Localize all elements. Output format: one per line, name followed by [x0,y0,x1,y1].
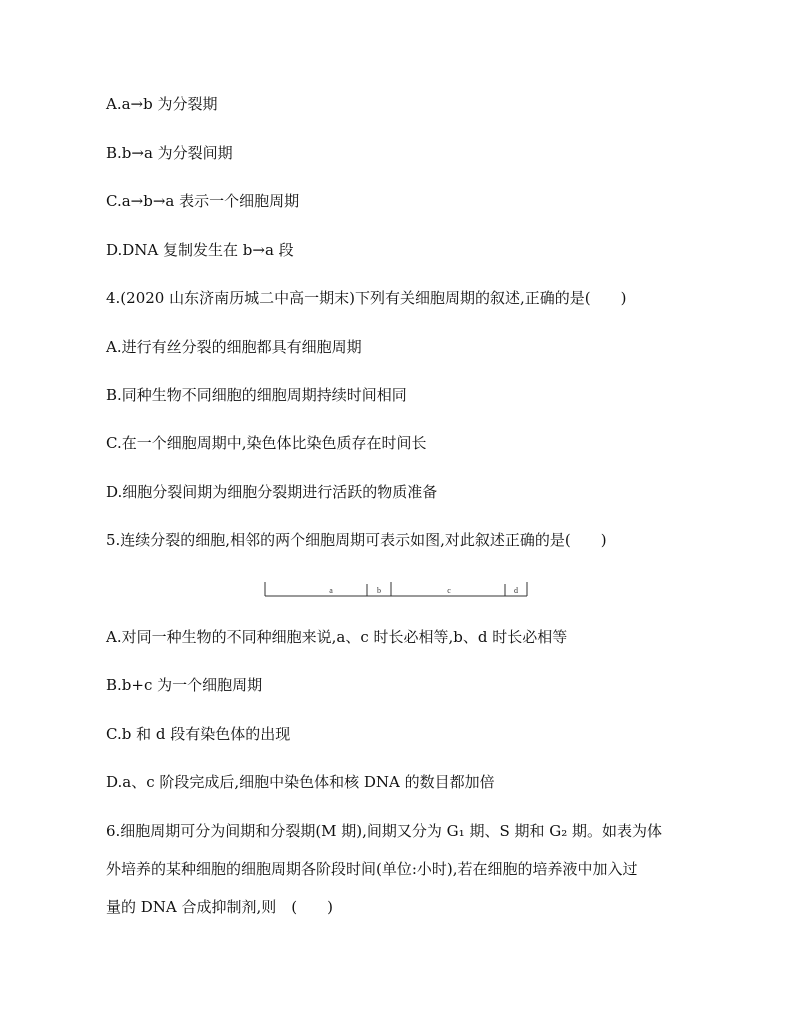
q3-option-a: A.a→b 为分裂期 [106,95,218,113]
q4-stem: 4.(2020 山东济南历城二中高一期末)下列有关细胞周期的叙述,正确的是( ) [106,289,627,307]
q3-option-d: D.DNA 复制发生在 b→a 段 [106,241,294,259]
q4-option-b: B.同种生物不同细胞的细胞周期持续时间相同 [106,386,407,404]
q6-stem-line-1: 6.细胞周期可分为间期和分裂期(M 期),间期又分为 G₁ 期、S 期和 G₂ 期。如表为体 [106,822,663,840]
q4-option-d: D.细胞分裂间期为细胞分裂期进行活跃的物质准备 [106,483,438,501]
q3-option-c: C.a→b→a 表示一个细胞周期 [106,192,300,210]
segment-label-a: a [329,586,333,595]
q5-option-c: C.b 和 d 段有染色体的出现 [106,725,291,743]
segment-label-c: c [447,586,451,595]
segment-label-b: b [377,586,381,595]
q5-option-d: D.a、c 阶段完成后,细胞中染色体和核 DNA 的数目都加倍 [106,773,495,791]
q5-stem: 5.连续分裂的细胞,相邻的两个细胞周期可表示如图,对此叙述正确的是( ) [106,531,607,549]
q6-stem-line-2: 外培养的某种细胞的细胞周期各阶段时间(单位:小时),若在细胞的培养液中加入过 [106,860,638,878]
q6-stem-line-3: 量的 DNA 合成抑制剂,则 ( ) [106,898,333,916]
q4-option-a: A.进行有丝分裂的细胞都具有细胞周期 [106,338,362,356]
q3-option-b: B.b→a 为分裂间期 [106,144,233,162]
q4-option-c: C.在一个细胞周期中,染色体比染色质存在时间长 [106,434,427,452]
q5-option-a: A.对同一种生物的不同种细胞来说,a、c 时长必相等,b、d 时长必相等 [106,628,568,646]
cell-cycle-diagram [264,578,528,600]
q5-option-b: B.b+c 为一个细胞周期 [106,676,263,694]
segment-label-d: d [514,586,518,595]
